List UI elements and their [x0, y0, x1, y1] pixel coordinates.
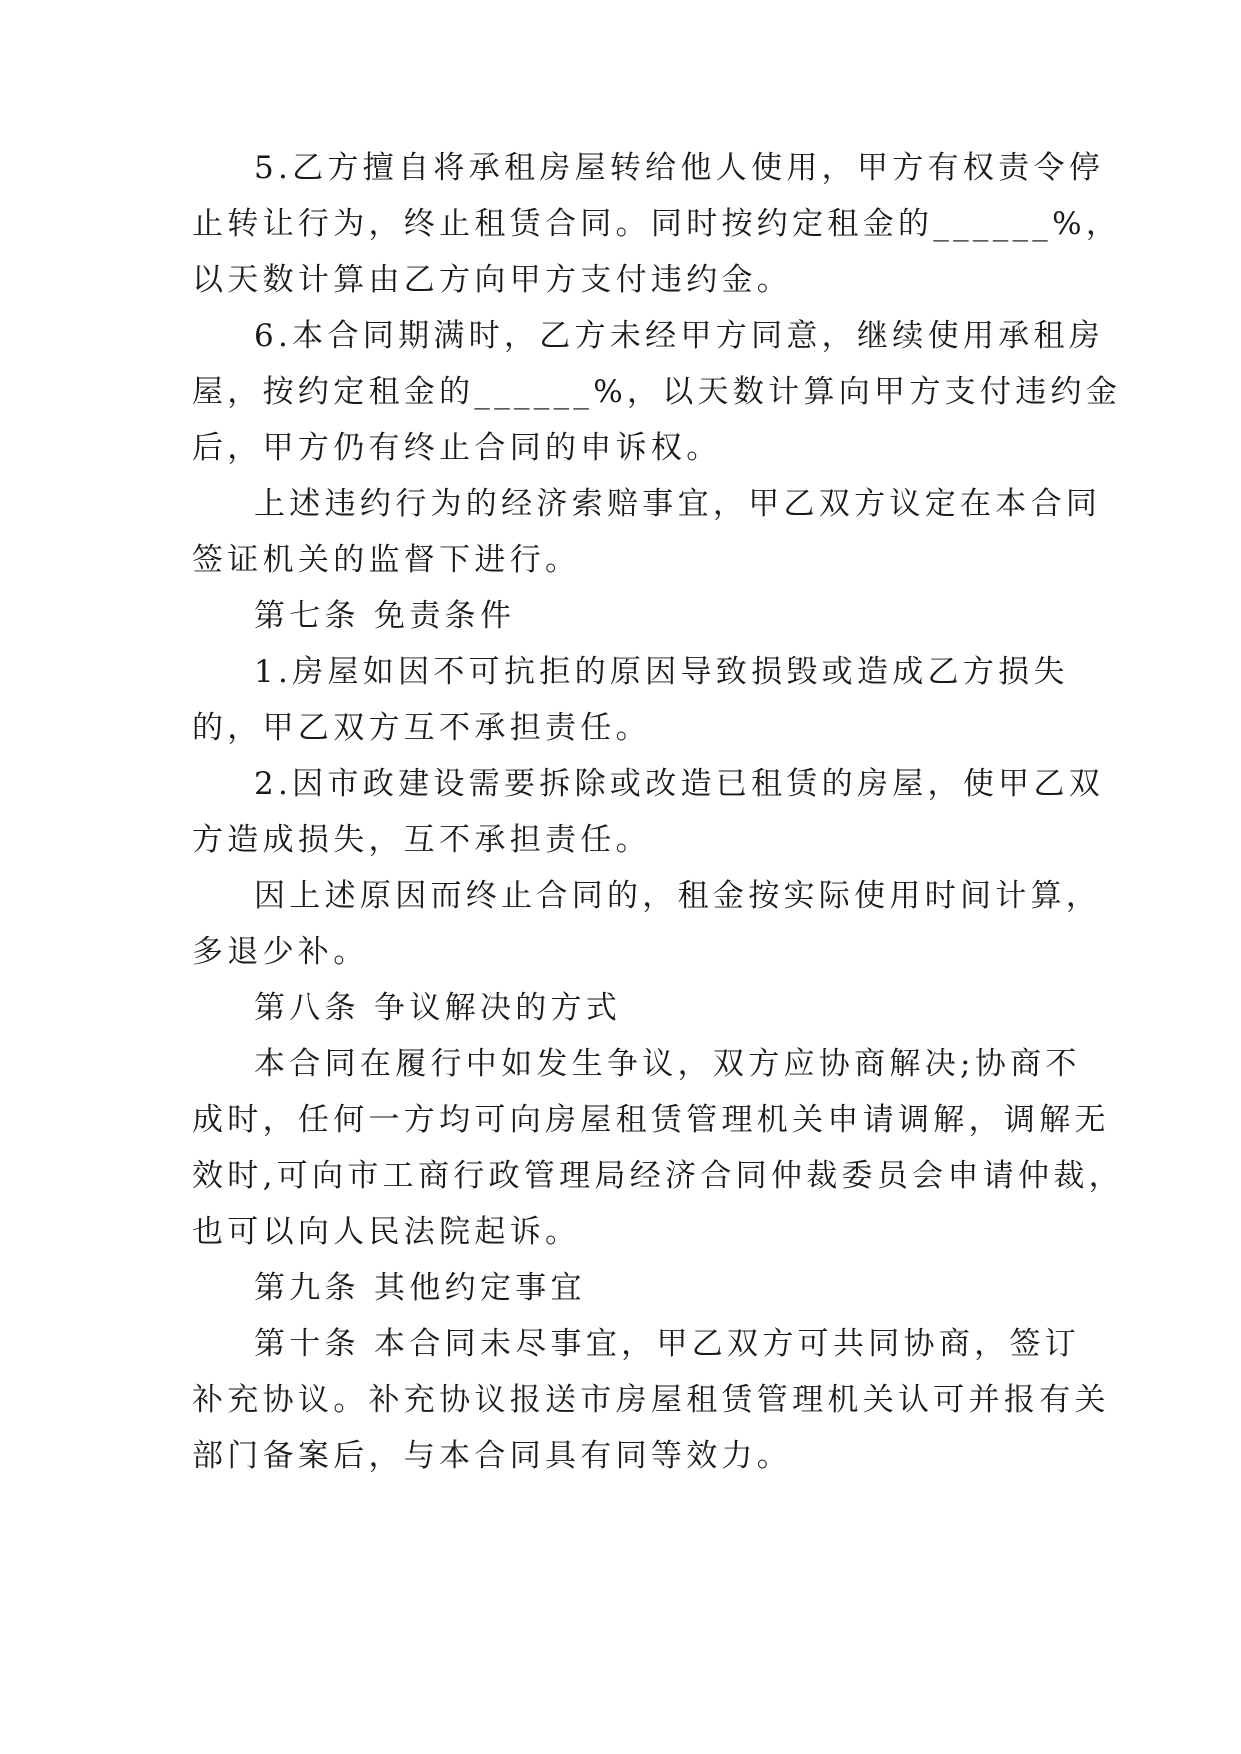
text-line: 方造成损失，互不承担责任。: [192, 822, 651, 858]
text-line: 部门备案后，与本合同具有同等效力。: [192, 1438, 793, 1474]
text-line: 后，甲方仍有终止合同的申诉权。: [192, 430, 722, 466]
text-line: 上述违约行为的经济索赔事宜，甲乙双方议定在本合同: [254, 486, 1102, 522]
text-line: 因上述原因而终止合同的，租金按实际使用时间计算，: [254, 878, 1102, 914]
text-line: 屋，按约定租金的______%，以天数计算向甲方支付违约金: [192, 374, 1122, 410]
text-line: 2.因市政建设需要拆除或改造已租赁的房屋，使甲乙双: [254, 766, 1105, 802]
text-line: 效时,可向市工商行政管理局经济合同仲裁委员会申请仲裁，: [192, 1158, 1124, 1194]
text-line: 5.乙方擅自将承租房屋转给他人使用，甲方有权责令停: [254, 150, 1105, 186]
text-line: 本合同在履行中如发生争议，双方应协商解决;协商不: [254, 1046, 1081, 1082]
text-line: 成时，任何一方均可向房屋租赁管理机关申请调解，调解无: [192, 1102, 1110, 1138]
text-line: 止转让行为，终止租赁合同。同时按约定租金的______%，: [192, 206, 1122, 242]
text-line: 多退少补。: [192, 934, 369, 970]
text-line: 6.本合同期满时，乙方未经甲方同意，继续使用承租房: [254, 318, 1105, 354]
text-line: 的，甲乙双方互不承担责任。: [192, 710, 651, 746]
text-line: 也可以向人民法院起诉。: [192, 1214, 581, 1250]
text-line: 第十条 本合同未尽事宜，甲乙双方可共同协商，签订: [254, 1326, 1081, 1362]
text-line: 补充协议。补充协议报送市房屋租赁管理机关认可并报有关: [192, 1382, 1110, 1418]
section-heading: 第七条 免责条件: [254, 598, 516, 634]
text-line: 签证机关的监督下进行。: [192, 542, 581, 578]
section-heading: 第九条 其他约定事宜: [254, 1270, 586, 1306]
section-heading: 第八条 争议解决的方式: [254, 990, 622, 1026]
text-line: 1.房屋如因不可抗拒的原因导致损毁或造成乙方损失: [254, 654, 1069, 690]
text-line: 以天数计算由乙方向甲方支付违约金。: [192, 262, 793, 298]
